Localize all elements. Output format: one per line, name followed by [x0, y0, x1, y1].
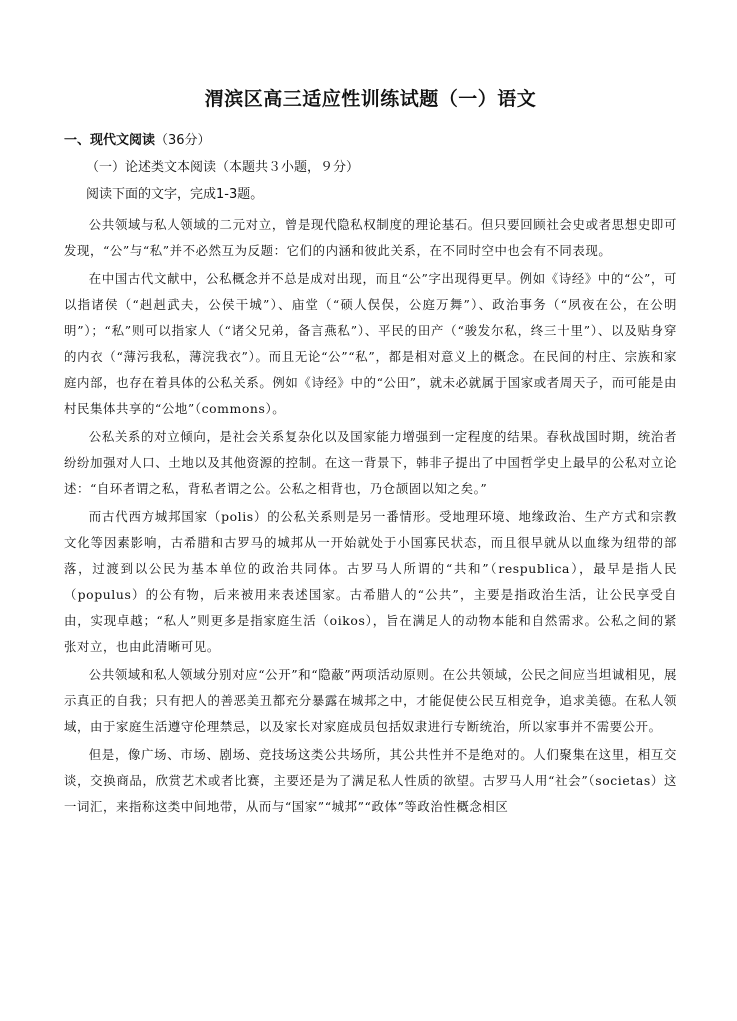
section-label: 一、现代文阅读 [64, 133, 156, 148]
section-heading [64, 129, 677, 148]
passage-paragraph-5: 公共领域和私人领域分别对应“公开”和“隐蔽”两项活动原则。在公共领域，公民之间应当坦诚相见，展示真正的自我；只有把人的善恶美丑都充分暴露在城邦之中，才能促使公民互相竞争，追求美德。在私人领域，由于家庭生活遵守伦理禁忌，以及家长对家庭成员包括奴隶进行专断统治，所以家事并不需要公开。 [64, 667, 677, 734]
passage-paragraph-3: 公私关系的对立倾向，是社会关系复杂化以及国家能力增强到一定程度的结果。春秋战国时期，统治者纷纷加强对人口、土地以及其他资源的控制。在这一背景下，韩非子提出了中国哲学史上最早的公私对立论述：“自环者谓之私，背私者谓之公。公私之相背也，乃仓颉固以知之矣。” [64, 429, 677, 496]
section-score: （36分） [155, 133, 211, 148]
passage-paragraph-6: 但是，像广场、市场、剧场、竞技场这类公共场所，其公共性并不是绝对的。人们聚集在这里，相互交谈，交换商品，欣赏艺术或者比赛，主要还是为了满足私人性质的欲望。古罗马人用“社会”（societas）这一词汇，来指称这类中间地带，从而与“国家”“城邦”“政体”等政治性概念相区 [64, 747, 677, 814]
passage-paragraph-4: 而古代西方城邦国家（polis）的公私关系则是另一番情形。受地理环境、地缘政治、生产方式和宗教文化等因素影响，古希腊和古罗马的城邦从一开始就处于小国寡民状态，而且很早就从以血缘为纽带的部落，过渡到以公民为基本单位的政治共同体。古罗马人所谓的“共和”（respublica），最早是指人民（populus）的公有物，后来被用来表述国家。古希腊人的“公共”，主要是指政治生活，让公民享受自由，实现卓越；“私人”则更多是指家庭生活（oikos），旨在满足人的动物本能和自然需求。公私之间的紧张对立，也由此清晰可见。 [64, 509, 677, 654]
reading-instruction: 阅读下面的文字，完成1-3题。 [86, 187, 264, 202]
passage-paragraph-1: 公共领域与私人领域的二元对立，曾是现代隐私权制度的理论基石。但只要回顾社会史或者思想史即可发现，“公”与“私”并不必然互为反题：它们的内涵和彼此关系，在不同时空中也会有不同表现。 [64, 217, 677, 258]
passage-paragraph-2: 在中国古代文献中，公私概念并不总是成对出现，而且“公”字出现得更早。例如《诗经》中的“公”，可以指诸侯（“赳赳武夫，公侯干城”）、庙堂（“硕人俣俣，公庭万舞”）、政治事务（“夙夜在公，在公明明”）；“私”则可以指家人（“诸父兄弟，备言燕私”）、平民的田产（“骏发尔私，终三十里”）、以及贴身穿的内衣（“薄污我私，薄浣我衣”）。而且无论“公”“私”，都是相对意义上的概念。在民间的村庄、宗族和家庭内部，也存在着具体的公私关系。例如《诗经》中的“公田”，就未必就属于国家或者周天子，而可能是由村民集体共享的“公地”（commons）。 [64, 271, 677, 416]
subsection-heading: （一）论述类文本阅读（本题共３小题，９分） [86, 160, 360, 175]
page-title: 渭滨区高三适应性训练试题（一）语文 [204, 88, 537, 110]
